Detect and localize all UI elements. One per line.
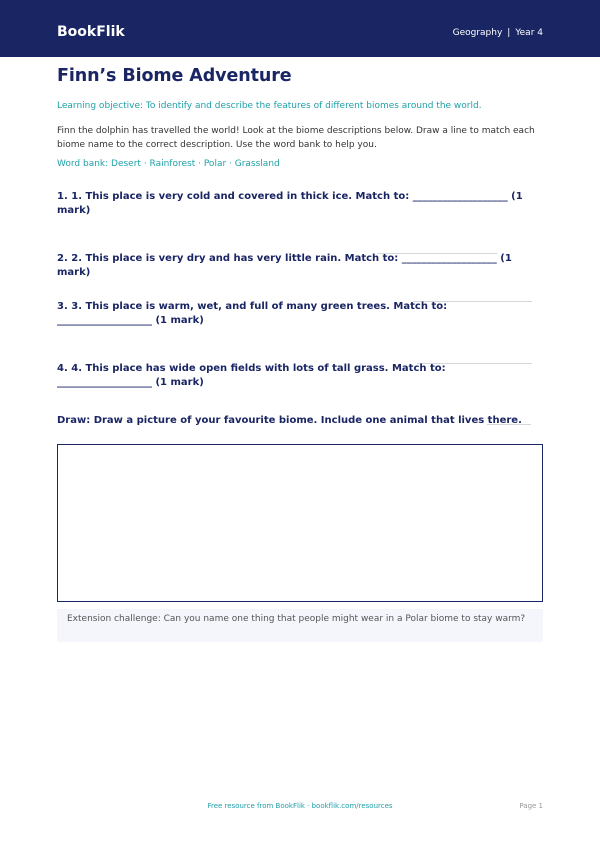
header-bar [0, 0, 600, 57]
question-3: 3. 3. This place is warm, wet, and full of many green trees. Match to: ___________________ (1 mark) [57, 301, 448, 326]
header-meta [453, 28, 543, 38]
extension-challenge-text: Extension challenge: Can you name one thing that people might wear in a Polar biome to stay warm? [67, 614, 526, 624]
question-1: 1. 1. This place is very cold and covered in thick ice. Match to: ___________________ (1 mark) [57, 191, 523, 216]
intro-text: Finn the dolphin has travelled the world! Look at the biome descriptions below. Draw a line to match each biome name to the correct description. Use the word bank to help you. [57, 126, 535, 150]
page-number: Page 1 [519, 802, 543, 810]
word-bank: Word bank: Desert · Rainforest · Polar · Grassland [57, 159, 280, 169]
question-4: 4. 4. This place has wide open fields with lots of tall grass. Match to: ___________________ (1 mark) [57, 363, 446, 388]
meta-separator: | [507, 28, 511, 38]
subject-label: Geography [452, 28, 503, 38]
extension-challenge-box [57, 609, 543, 642]
learning-objective: Learning objective: To identify and describe the features of different biomes around the world. [57, 101, 482, 111]
year-label: Year 4 [515, 28, 543, 38]
page-title: Finn’s Biome Adventure [57, 66, 292, 86]
draw-prompt: Draw: Draw a picture of your favourite biome. Include one animal that lives there. [57, 415, 522, 426]
drawing-area[interactable] [57, 444, 543, 602]
brand-logo[interactable]: BookFlik [57, 24, 125, 40]
question-2: 2. 2. This place is very dry and has very little rain. Match to: ___________________ (1 mark) [57, 253, 512, 278]
footer-link[interactable]: Free resource from BookFlik · bookflik.com/resources [207, 802, 393, 810]
